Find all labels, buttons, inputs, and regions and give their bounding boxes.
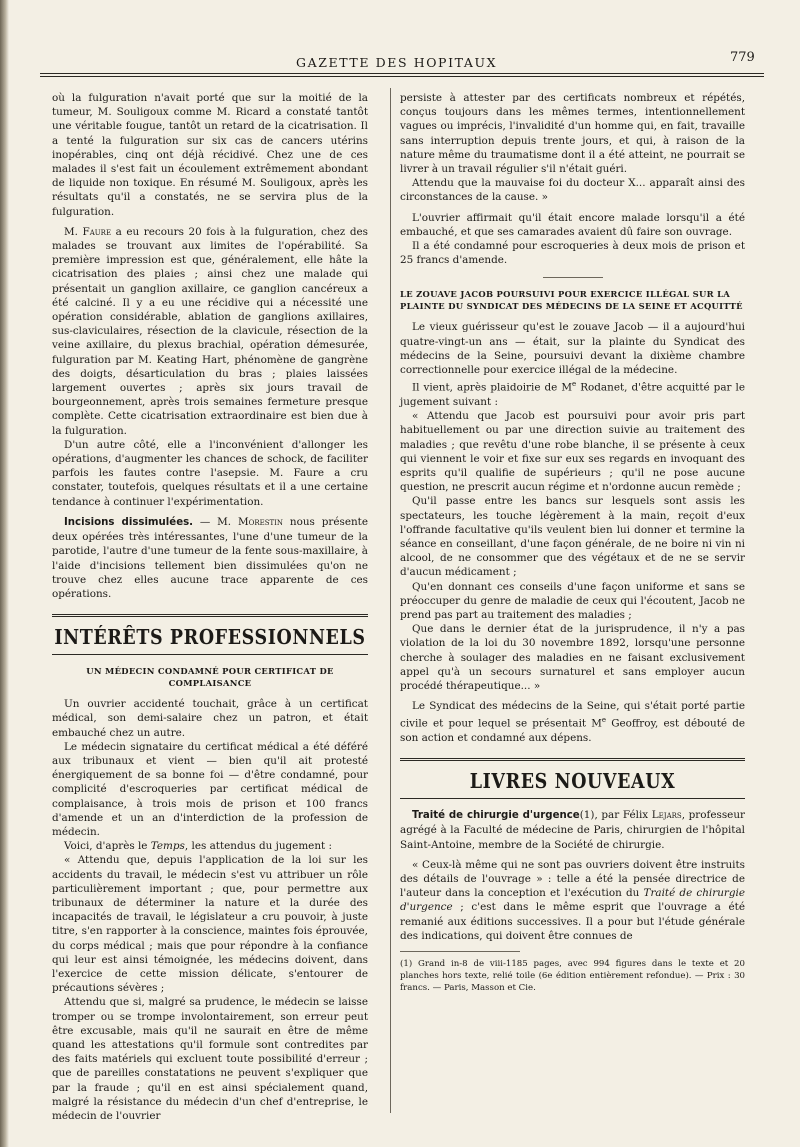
article-heading-medecin: UN MÉDECIN CONDAMNÉ POUR CERTIFICAT DE COMPLAISANCE: [86, 666, 334, 689]
right-column: [400, 91, 745, 994]
article-paragraph: Un ouvrier accidenté touchait, grâce à un certificat médical, son demi-salaire chez un patron, et était embauché chez un autre.: [52, 698, 368, 739]
section-underline: [400, 798, 745, 799]
temps-intro-after: , les attendus du jugement :: [184, 840, 333, 853]
temps-newspaper-name: Temps: [150, 840, 185, 853]
section-header-interets: [52, 614, 368, 655]
book-by: , par Félix: [594, 809, 649, 822]
faure-paragraph: [52, 225, 368, 438]
footnote-separator: [400, 951, 520, 952]
review-italic-title: Traité de chirurgie d'urgence: [400, 887, 746, 914]
jacob-p2-before: Il vient, après plaidoirie de M: [412, 381, 573, 394]
header-rule-top: [40, 73, 764, 74]
jacob-quote: « Attendu que Jacob est poursuivi pour avoir pris part habituellement ou par une direction suivie au traitement des maladies ; que revêtu d'une robe blanche, il se présente à ceux qui viennent le voir et fixe sur eux ses regards en invoquant des esprits qu'il qualifie de supérieurs ; qu'il ne pose aucune question, ne prescrit aucun régime et n'ordonne aucun remède ;: [400, 410, 745, 494]
section-header-livres: [400, 758, 745, 799]
faure-name: Faure: [82, 225, 112, 238]
section-title-interets: INTÉRÊTS PROFESSIONNELS: [54, 626, 366, 650]
verdict-after: Geoffroy, est débouté de son action et condamné aux dépens.: [400, 717, 745, 745]
jacob-quote: Qu'en donnant ces conseils d'une façon uniforme et sans se préoccuper du genre de maladie de ceux qui l'écoutent, Jacob ne prend pas part au traitement des maladies ;: [400, 580, 745, 621]
jacob-p2-after: Rodanet, d'être acquitté par le jugement suivant :: [400, 381, 745, 408]
jacob-paragraph: Le vieux guérisseur qu'est le zouave Jacob — il a aujourd'hui quatre-vingt-un ans — était, sur la plainte du Syndicat des médecins de la Seine, poursuivi devant la dixième chambre correctionnelle pour exercice illégal de la médecine.: [400, 321, 745, 377]
book-ref: (1): [579, 809, 595, 822]
faure-text: a eu recours 20 fois à la fulguration, chez des malades se trouvant aux limites de l'opérabilité. Sa première impression est que, généralement, elle hâte la cicatrisation des plaies ; ainsi chez une malade qui présentait un ganglion axillaire, ce ganglion cancéreux a été calciné. Il y a eu une récidive qui a nécessité une opération considérable, ablation de ganglions axillaires, sus-claviculaires, résection de la clavicule, résection de la veine axillaire, du plexus brachial, opération démesurée, fulguration par M. Keating Hart, phénomène de gangrène des doigts, désarticulation du bras ; plaies laissées largement ouvertes ; après six jours travail de bourgeonnement, après trois semaines fermeture presque complète. Cette cicatrisation extraordinaire est bien due à la fulguration.: [52, 225, 368, 437]
book-author: Lejars: [651, 809, 682, 822]
book-title: Traité de chirurgie d'urgence: [412, 810, 580, 822]
article-paragraph: Le médecin signataire du certificat médical a été déféré aux tribunaux et vient — bien qu'il ait protesté énergiquement de sa bonne foi — d'être condamné, pour complicité d'escroqueries par certificat médical de complaisance, à trois mois de prison et 100 francs d'amende et un an d'interdiction de la profession de médecin.: [52, 740, 368, 838]
verdict-sup: e: [601, 716, 607, 725]
running-header: GAZETTE DES HOPITAUX: [296, 55, 498, 70]
temps-intro-before: Voici, d'après le: [64, 840, 148, 853]
incisions-paragraph: [52, 515, 368, 601]
temps-intro: [52, 839, 368, 853]
continued-paragraph: Attendu que la mauvaise foi du docteur X... apparaît ainsi des circonstances de la cause. »: [400, 177, 745, 204]
souligoux-paragraph: où la fulguration n'avait porté que sur la moitié de la tumeur, M. Souligoux comme M. Ricard a constaté tantôt une véritable fougue, tantôt un retard de la cicatrisation. Il a tenté la fulguration sur six cas de cancers utérins inopérables, cinq ont déjà récidivé. Chez une de ces malades il s'est fait un écoulement extrêmement abondant de liquide non toxique. En résumé M. Souligoux, après les résultats qu'il a constatés, ne se servira plus de la fulguration.: [52, 92, 368, 218]
article-heading-jacob: LE ZOUAVE JACOB POURSUIVI POUR EXERCICE ILLÉGAL SUR LA PLAINTE DU SYNDICAT DES MÉDECINS DE LA SEINE ET ACQUITTÉ: [400, 289, 743, 312]
jacob-paragraph-2: [400, 377, 745, 409]
page-binding-edge: [0, 0, 9, 1147]
continued-paragraph: persiste à attester par des certificats nombreux et répétés, conçus toujours dans les mêmes termes, intentionnellement vagues ou imprécis, l'invalidité d'un homme qui, en fait, travaille sans interruption depuis trente jours, et qui, à raison de la nature même du traumatisme dont il a été atteint, ne pourrait se livrer à un travail régulier s'il n'était guéri.: [400, 92, 745, 176]
morestin-name: Morestin: [237, 515, 284, 528]
book-review: [400, 858, 745, 943]
judgment-paragraph: Attendu que si, malgré sa prudence, le médecin se laisse tromper ou se trompe involontairement, son erreur peut être excusable, mais qu'il ne saurait en être de même quand les attestations qu'il formule sont contredites par des faits matériels qui excluent toute possibilité d'erreur ; que de pareilles constatations ne peuvent s'expliquer que par la fraude ; qu'il en est ainsi spécialement quand, malgré la résistance du médecin d'un chef d'entreprise, le médecin de l'ouvrier: [52, 996, 368, 1122]
left-column: [52, 91, 368, 1123]
footnote: (1) Grand in-8 de viii-1185 pages, avec 994 figures dans le texte et 20 planches hors texte, relié toile (6e édition entièrement refondue). — Prix : 30 francs. — Paris, Masson et Cie.: [400, 959, 745, 994]
jacob-p2-sup: e: [572, 380, 577, 389]
book-desc: , professeur agrégé à la Faculté de médecine de Paris, chirurgien de l'hôpital Saint-Antoine, membre de la Société de chirurgie.: [400, 809, 745, 851]
continued-paragraph: L'ouvrier affirmait qu'il était encore malade lorsqu'il a été embauché, et que ses camarades avaient dû faire son ouvrage.: [400, 211, 745, 238]
section-title-livres: LIVRES NOUVEAUX: [469, 770, 676, 794]
header-rule-bottom: [40, 76, 764, 77]
jacob-verdict: [400, 699, 745, 745]
continued-paragraph: Il a été condamné pour escroqueries à deux mois de prison et 25 francs d'amende.: [400, 240, 745, 267]
page-number: 779: [730, 50, 755, 65]
faure-paragraph-2: D'un autre côté, elle a l'inconvénient d'allonger les opérations, d'augmenter les chances de schock, de faciliter parfois les fautes contre l'asepsie. M. Faure a cru constater, toutefois, quelques résultats et il a une certaine tendance à continuer l'expérimentation.: [52, 438, 368, 508]
review-before: « Ceux-là même qui ne sont pas ouvriers doivent être instruits des détails de l'ouvrage » : telle a été la pensée directrice de l'auteur dans la conception et l'exécution du: [400, 858, 745, 900]
verdict-before: Le Syndicat des médecins de la Seine, qui s'était porté partie civile et pour lequel se présentait M: [400, 700, 745, 730]
review-after: ; c'est dans le même esprit que l'ouvrage a été remanié aux éditions successives. Il a pour but l'étude générale des indications, qui doivent être connues de: [400, 901, 745, 942]
judgment-paragraph: « Attendu que, depuis l'application de la loi sur les accidents du travail, le médecin s'est vu attribuer un rôle particulièrement important ; que, pour permettre aux tribunaux de déterminer la nature et la durée des incapacités de travail, le législateur a cru pouvoir, à juste titre, s'en rapporter à la conscience, maintes fois éprouvée, du corps médical ; mais que pour répondre à la confiance qui leur est ainsi témoignée, les médecins doivent, dans l'exercice de cette mission délicate, s'entourer de précautions sévères ;: [52, 854, 368, 995]
incisions-runin-title: Incisions dissimulées.: [64, 516, 194, 528]
column-divider: [390, 88, 391, 1113]
incisions-text: nous présente deux opérées très intéressantes, l'une d'une tumeur de la parotide, l'autre d'une tumeur de la fente sous-maxillaire, à l'aide d'incisions tellement bien dissimulées qu'on ne trouve chez elles aucune trace apparente de ces opérations.: [52, 515, 368, 600]
section-underline: [52, 654, 368, 655]
faure-prefix: M.: [64, 225, 78, 238]
jacob-quote: Qu'il passe entre les bancs sur lesquels sont assis les spectateurs, les touche légèrement à la main, reçoit d'eux l'offrande facultative qu'ils veulent bien lui donner et termine la séance en conseillant, d'une façon générale, de ne boire ni vin ni alcool, de ne consommer que des végétaux et de ne se servir d'aucun médicament ;: [400, 495, 745, 579]
article-separator: [543, 277, 603, 278]
book-entry: [400, 808, 745, 852]
incisions-dash: — M.: [193, 515, 232, 528]
jacob-quote: Que dans le dernier état de la jurisprudence, il n'y a pas violation de la loi du 30 novembre 1892, lorsqu'une personne cherche à soulager des maladies en ne faisant exclusivement appel qu'à un secours surnaturel et sans employer aucun procédé thérapeutique... »: [400, 623, 745, 692]
